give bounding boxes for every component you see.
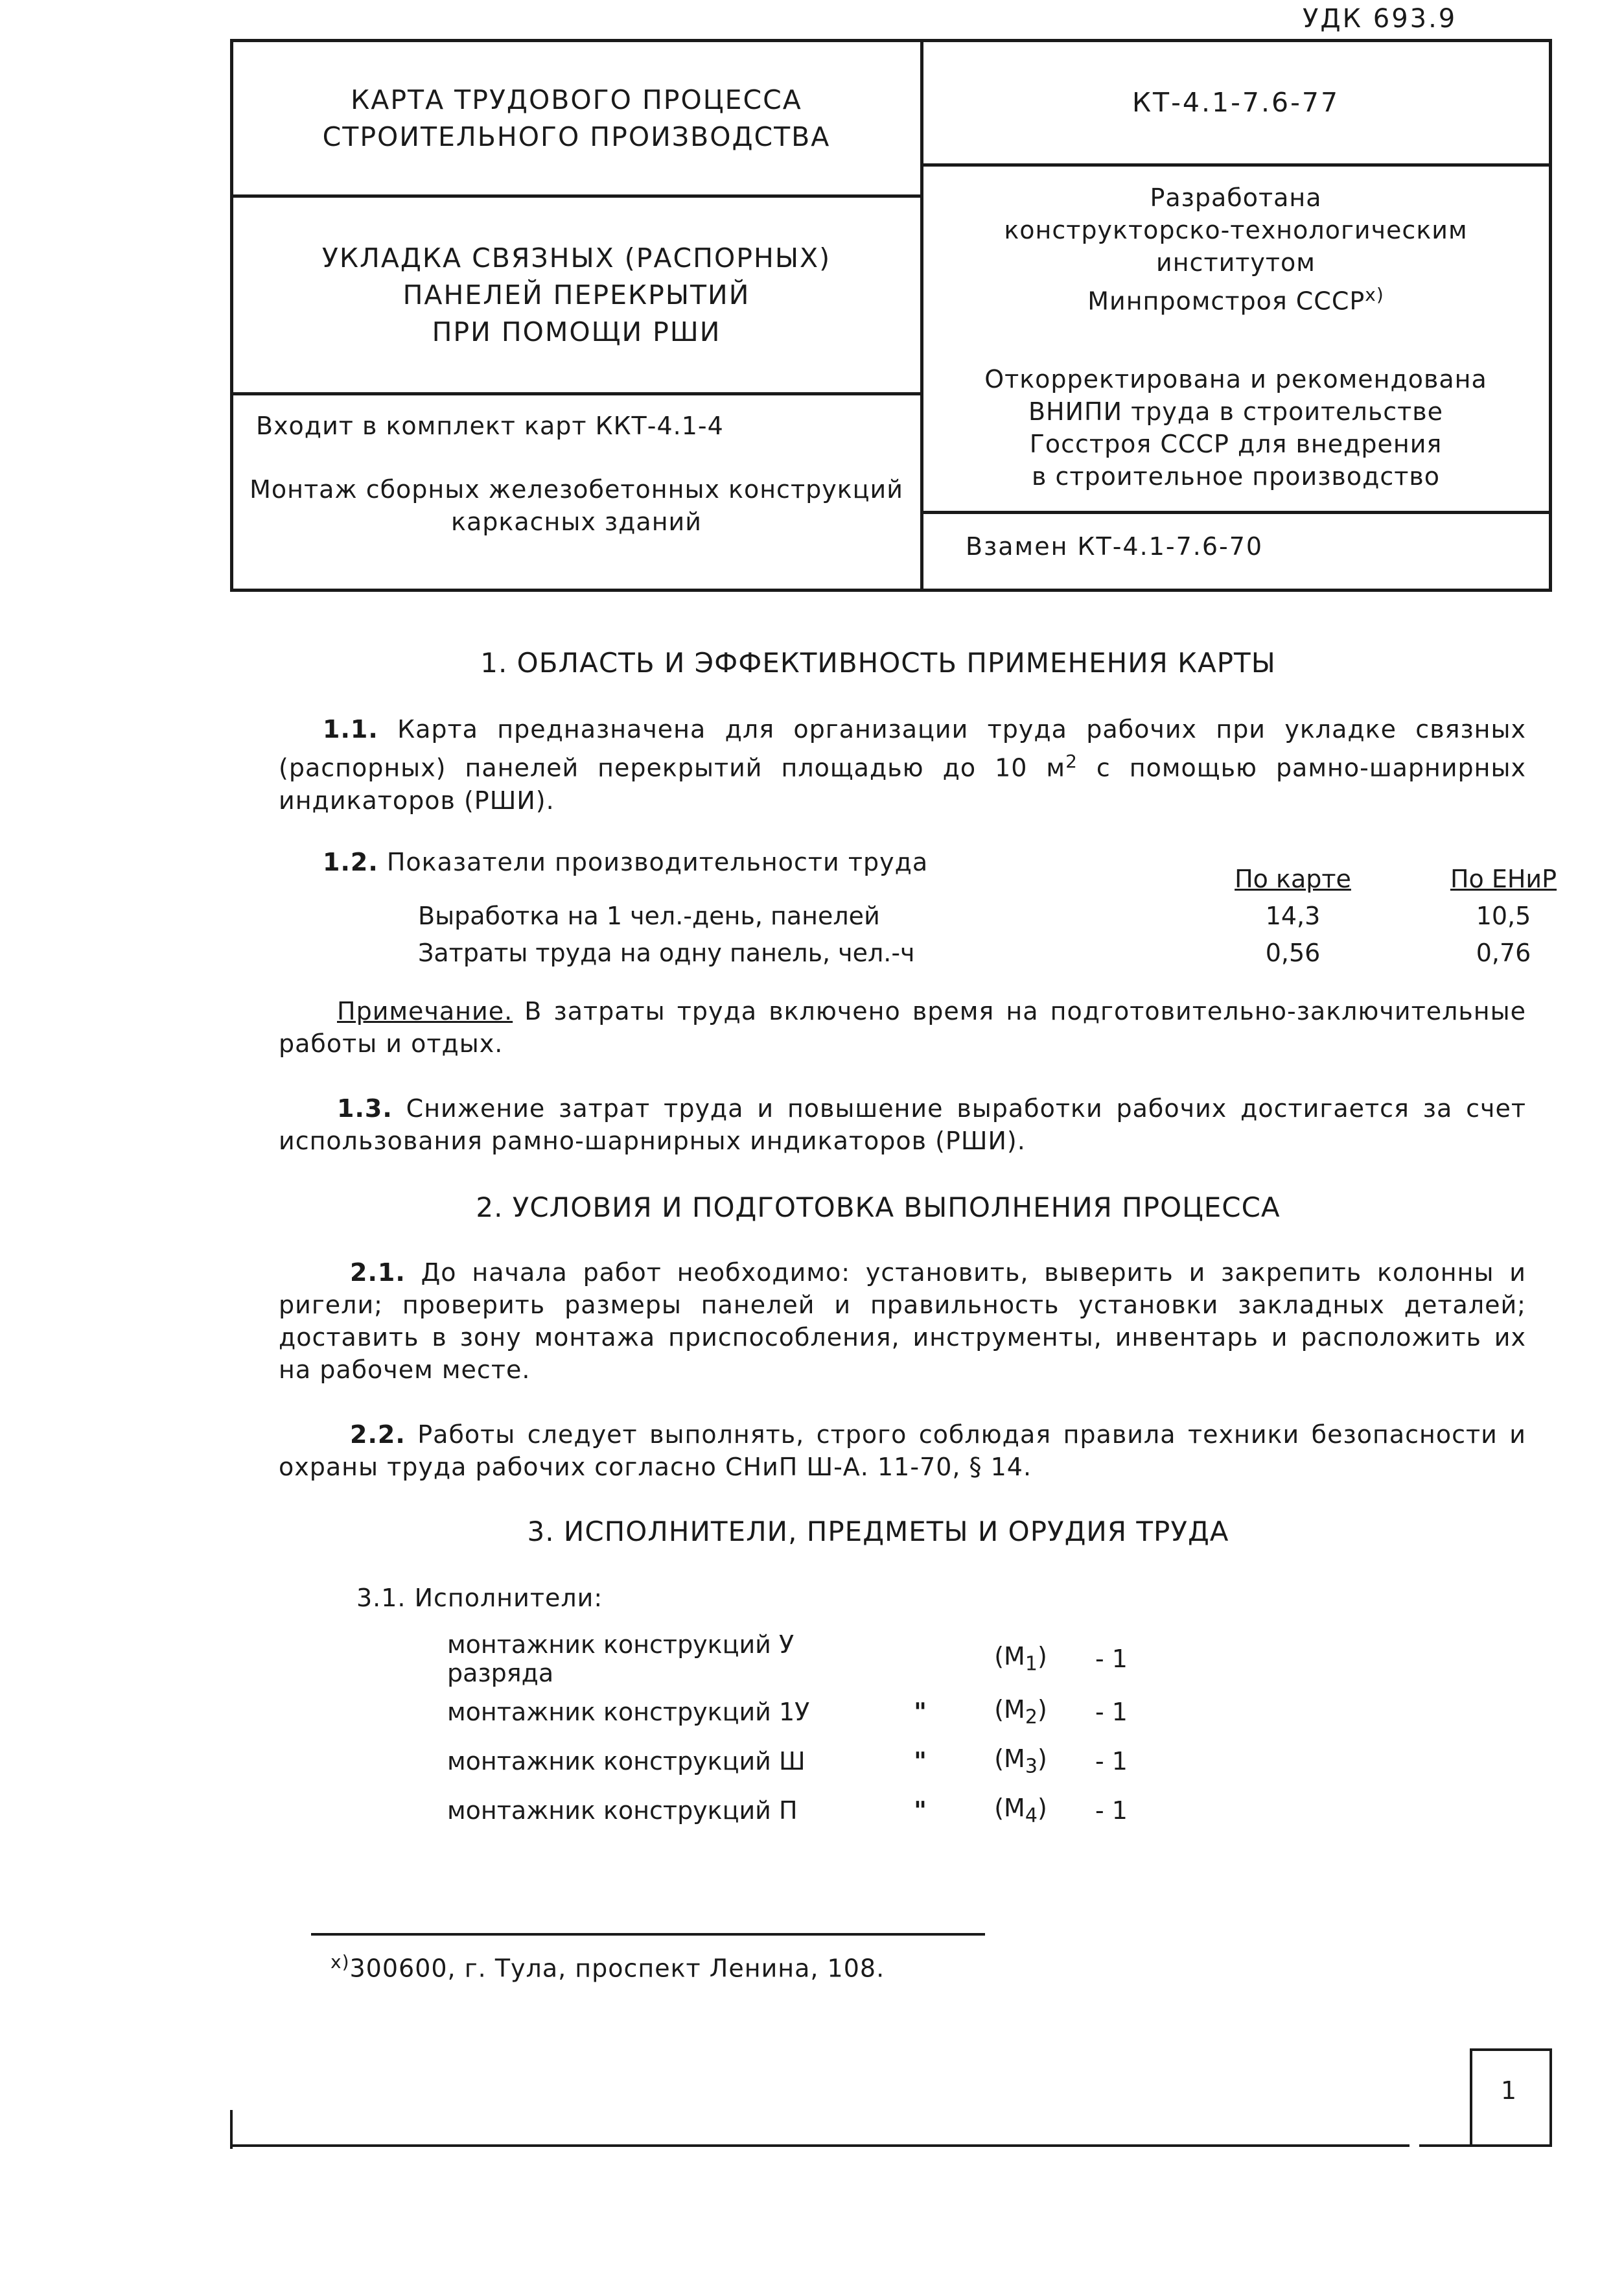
frame-bottom-line [230,589,1552,592]
section-3-heading: 3. ИСПОЛНИТЕЛИ, ПРЕДМЕТЫ И ОРУДИЯ ТРУДА [527,1516,1229,1547]
process-title [235,198,918,392]
developed-by-line-4: Минпромстроя СССР$^{x)}$ [1087,284,1384,316]
paragraph-2-2-number: 2.2. [350,1420,406,1449]
paragraph-1-3: 1.3. Снижение затрат труда и повышение выработки рабочих достигается за счет использования рамно-шарнирных индикаторов (РШИ). [279,1094,1526,1155]
paragraph-1-2-number: 1.2. [323,848,378,876]
card-title [235,42,918,194]
list-item [447,1786,1173,1835]
worker-name: монтажник конструкций 1У [447,1698,810,1726]
corrected-by [925,350,1547,506]
footnote [331,1951,885,1983]
paragraph-2-1-number: 2.1. [350,1258,406,1287]
frame-right-line [1549,39,1552,592]
udk-code: УДК 693.9 [1303,4,1457,34]
worker-count: - 1 [1095,1796,1128,1825]
table-row [418,936,1610,970]
worker-code: $(М_1)$ [994,1642,1047,1676]
frame-center-line [920,39,923,592]
worker-count: - 1 [1095,1698,1128,1726]
bottom-frame-line [230,2144,1409,2147]
paragraph-1-2: 1.2. Показатели производительности труда [323,848,929,876]
row-value-card: 0,56 [1265,939,1321,967]
list-item [447,1737,1173,1786]
worker-name: монтажник конструкций П [447,1796,798,1825]
ditto-mark: " [914,1796,927,1825]
paragraph-1-1: 1.1. Карта предназначена для организации труда рабочих при укладке связных (распорных) панелей перекрытий площадью до 10 $м^2$ с помощью рамно-шарнирных индикаторов (РШИ). [279,715,1526,815]
right-divider-1 [920,163,1552,167]
set-membership: Входит в комплект карт ККТ-4.1-4 [256,412,724,440]
row-value-enir: 10,5 [1476,902,1531,930]
worker-count: - 1 [1095,1645,1128,1673]
list-item [447,1687,1173,1737]
worker-name: монтажник конструкций Ш [447,1747,806,1775]
footnote-separator [311,1933,985,1936]
paragraph-1-3-number: 1.3. [337,1094,393,1123]
corrected-by-line-4: в строительное производство [1031,462,1441,491]
card-title-line-2: СТРОИТЕЛЬНОГО ПРОИЗВОДСТВА [322,121,831,152]
ditto-mark: " [914,1698,927,1726]
note [279,995,1526,1060]
corrected-by-line-3: Госстроя СССР для внедрения [1029,430,1443,458]
developed-by-footnote-mark: x) [1365,284,1384,306]
corrected-by-line-2: ВНИПИ труда в строительстве [1028,397,1444,426]
page-box-right [1549,2048,1552,2147]
footnote-mark: x) [331,1951,350,1973]
corrected-by-line-1: Откорректирована и рекомендована [984,365,1487,393]
set-title-line-1: Монтаж сборных железобетонных конструкций [249,475,903,504]
paragraph-2-2: 2.2. Работы следует выполнять, строго соблюдая правила техники безопасности и охраны труда рабочих согласно СНиП Ш-А. 11-70, § 14. [279,1420,1526,1481]
workers-list [447,1630,1173,1835]
set-title-line-2: каркасных зданий [451,508,702,536]
frame-left-line [230,39,233,592]
set-title [235,470,918,541]
section-1-heading: 1. ОБЛАСТЬ И ЭФФЕКТИВНОСТЬ ПРИМЕНЕНИЯ КАРТЫ [480,647,1276,679]
productivity-table-header [418,862,1610,896]
row-value-card: 14,3 [1265,902,1321,930]
note-text: В затраты труда включено время на подготовительно-заключительные работы и отдых. [279,997,1526,1058]
list-item [447,1630,1173,1687]
productivity-table [418,862,1610,970]
process-title-line-3: ПРИ ПОМОЩИ РШИ [432,316,721,347]
card-title-line-1: КАРТА ТРУДОВОГО ПРОЦЕССА [351,84,802,115]
row-value-enir: 0,76 [1476,939,1531,967]
process-title-line-1: УКЛАДКА СВЯЗНЫХ (РАСПОРНЫХ) [321,242,831,274]
worker-count: - 1 [1095,1747,1128,1775]
worker-name: монтажник конструкций У разряда [447,1630,795,1687]
left-divider-2 [230,392,923,395]
row-label: Выработка на 1 чел.-день, панелей [418,902,880,930]
column-by-card: По карте [1235,865,1351,893]
developed-by-line-2: конструкторско-технологическим [1004,216,1468,245]
developed-by-line-1: Разработана [1150,183,1322,213]
developed-by [925,172,1547,327]
paragraph-2-1: 2.1. До начала работ необходимо: установить, выверить и закрепить колонны и ригели; проверить размеры панелей и правильность установки закладных деталей; доставить в зону монтажа приспособления, инструменты, инвентарь и расположить их на рабочем месте. [279,1258,1526,1384]
ditto-mark: " [914,1747,927,1775]
page-number: 1 [1500,2076,1517,2105]
section-2-heading: 2. УСЛОВИЯ И ПОДГОТОВКА ВЫПОЛНЕНИЯ ПРОЦЕССА [476,1191,1281,1223]
card-code [925,42,1547,163]
worker-code: $(М_3)$ [994,1744,1047,1778]
replaces: Взамен КТ-4.1-7.6-70 [966,532,1264,561]
paragraph-3-1: 3.1. Исполнители: [356,1584,603,1612]
bottom-left-tick [230,2110,233,2149]
worker-code: $(М_2)$ [994,1695,1047,1729]
developed-by-line-3: институтом [1156,248,1316,277]
process-title-line-2: ПАНЕЛЕЙ ПЕРЕКРЫТИЙ [402,279,750,311]
column-by-enir: По ЕНиР [1450,865,1557,893]
bottom-frame-line-dashed [1419,2144,1552,2147]
card-code-text: КТ-4.1-7.6-77 [1131,87,1340,118]
worker-code: $(М_4)$ [994,1794,1047,1827]
row-label: Затраты труда на одну панель, чел.-ч [418,939,915,967]
ditto-mark [894,1630,946,1687]
table-row [418,896,1610,936]
footnote-text: 300600, г. Тула, проспект Ленина, 108. [349,1954,885,1983]
note-label: Примечание. [337,997,513,1025]
right-divider-2 [920,511,1552,514]
paragraph-1-1-number: 1.1. [323,715,378,744]
